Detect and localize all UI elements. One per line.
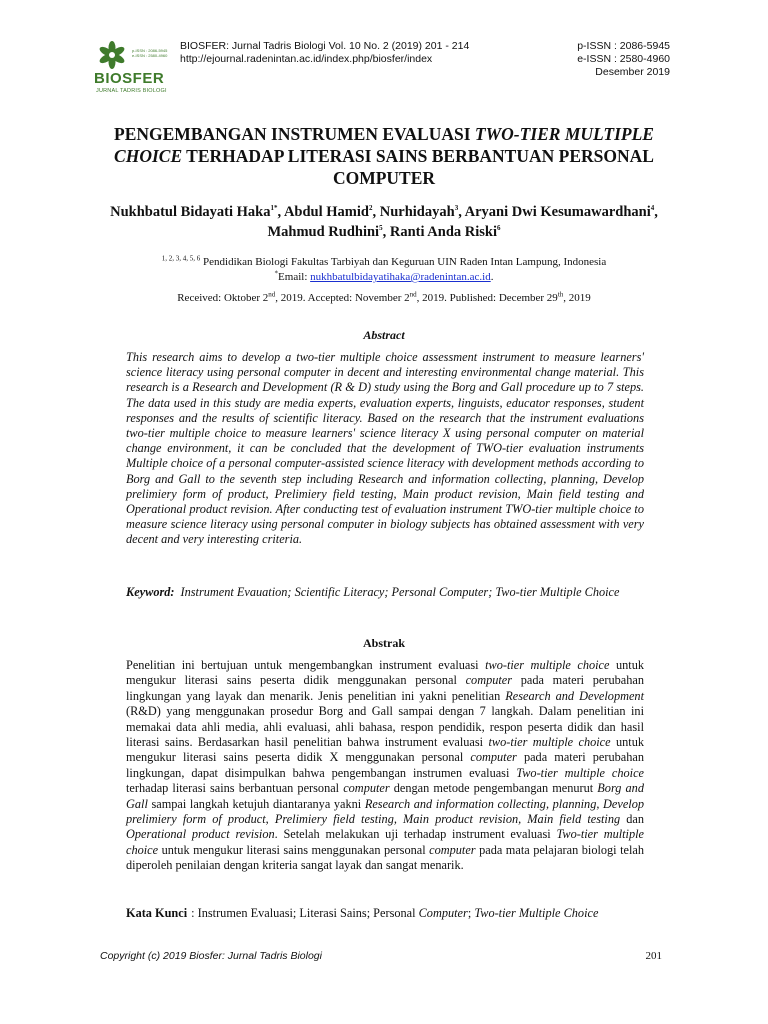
abstract-text: This research aims to develop a two-tier multiple choice assessment instrument to measure learners' science literacy using personal computer in decent and interesting environmental change material. This research is a Research and Development (R & D) study using the Borg and Gall procedure up to 7 steps. The data used in this study are media experts, evaluation experts, linguists, educator responses, student responses and the results of scientific literacy. Based on the research that the instrument evaluations two-tier multiple choice to measure learners' science literacy X using personal computer on material change environment, it can be concluded that the development of TWO-tier evaluation instruments Multiple choice of a personal computer-assisted science literacy with development methods according to Borg and Gall to the seventh step including Research and information collecting, planning, Develop prelimiery form of product, Prelimiery field testing, Main product revision, Main field testing and Operational product revision. After conducting test of evaluation instrument TWO-tier multiple choice to measure science literacy using personal computer in biology subjects has obtained assessment with very decent and very interesting criteria. — [126, 350, 644, 547]
abstrak-segment: untuk mengukur literasi sains menggunakan personal — [158, 842, 430, 857]
abstrak-segment: computer — [343, 781, 390, 796]
abstrak-segment: dan — [620, 812, 644, 827]
journal-line: BIOSFER: Jurnal Tadris Biologi Vol. 10 No. 2 (2019) 201 - 214 — [180, 40, 470, 52]
page-number: 201 — [645, 950, 662, 962]
author: Abdul Hamid$^2$, — [283, 204, 380, 220]
leaf-flower-icon — [92, 40, 136, 74]
affiliation: $^{1, 2, 3, 4, 5, 6}$ Pendidikan Biologi Fakultas Tarbiyah dan Keguruan UIN Raden Intan Lampung, Indonesia — [161, 254, 607, 268]
abstrak-segment: computer — [470, 750, 517, 765]
abstrak-heading: Abstrak — [362, 636, 405, 650]
abstrak-segment: untuk mengukur literasi sains peserta didik X menggunakan personal — [126, 735, 644, 765]
e-issn: e-ISSN : 2580-4960 — [577, 53, 670, 65]
header-issn-info — [577, 40, 670, 79]
footer-copyright: Copyright (c) 2019 Biosfer: Jurnal Tadris Biologi — [100, 950, 322, 962]
issue-date: Desember 2019 — [595, 66, 670, 78]
abstrak-segment: Research and information collecting, planning, Develop prelimiery form of product — [126, 796, 644, 827]
header-journal-info — [180, 40, 469, 66]
abstrak-segment: Operational product revision — [126, 827, 275, 842]
abstrak-segment: . Setelah melakukan uji terhadap instrument evaluasi — [274, 827, 557, 842]
abstrak-segment: Research and Development — [505, 688, 644, 703]
kata-kunci-label: Kata Kunci — [126, 906, 188, 920]
abstrak-segment: Two-tier multiple choice — [126, 827, 644, 857]
biosfer-logo — [90, 40, 180, 100]
logo-wordmark: BIOSFER — [94, 70, 165, 87]
abstrak-segment: untuk mengukur literasi sains peserta didik menggunakan personal — [126, 658, 644, 688]
abstrak-segment: (R&D) yang menggunakan prosedur Borg and Gall sampai dengan 7 langkah. Dalam penelitian ini memakai data ahli media, ahli evaluasi, ahli bahasa, respon pendidik, respon peserta didik dan hasil literasi sains. Berdasarkan hasil penelitian bahwa instrument evaluasi — [126, 704, 644, 750]
abstrak-segment: two-tier multiple choice — [488, 735, 611, 750]
abstrak-segment: sampai langkah ketujuh diantaranya yakni — [147, 796, 365, 811]
p-issn: p-ISSN : 2086-5945 — [577, 40, 670, 52]
abstrak-segment: pada materi perubahan lingkungan, dapat disimpulkan bahwa pengembangan instrumen evaluasi — [126, 750, 644, 780]
corresponding-email: *Email: nukhbatulbidayatihaka@radenintan.ac.id. — [274, 269, 494, 283]
keywords-value: Instrument Evauation; Scientific Literacy; Personal Computer; Two-tier Multiple Choice — [180, 585, 620, 599]
journal-url[interactable]: http://ejournal.radenintan.ac.id/index.php/biosfer/index — [180, 53, 433, 65]
abstrak-segment: computer — [465, 673, 513, 688]
kata-kunci-value: : Instrumen Evaluasi; Literasi Sains; Personal Computer; Two-tier Multiple Choice — [191, 906, 599, 920]
submission-dates: Received: Oktober 2nd, 2019. Accepted: November 2nd, 2019. Published: December 29th, 2019 — [177, 290, 591, 304]
abstrak-segment: terhadap literasi sains berbantuan personal — [126, 781, 344, 796]
abstrak-segment: two-tier multiple choice — [485, 658, 610, 672]
author: Nurhidayah$^3$, — [379, 204, 465, 220]
abstrak-segment: pada mata pelajaran biologi telah diperoleh penilaian dengan kriteria sangat layak dan sangat menarik. — [126, 842, 644, 873]
keywords-en — [126, 585, 644, 600]
author: Mahmud Rudhini$^5$, — [267, 224, 390, 240]
abstrak-segment: computer — [429, 842, 476, 857]
abstrak-segment: Two-tier multiple choice — [516, 765, 644, 780]
logo-subtitle: JURNAL TADRIS BIOLOGI — [96, 88, 167, 94]
email-link[interactable]: nukhbatulbidayatihaka@radenintan.ac.id — [310, 271, 491, 283]
keywords-id — [126, 906, 644, 921]
abstrak-segment: , — [265, 812, 275, 827]
abstrak-segment: Borg and Gall — [126, 781, 644, 811]
abstrak-text — [126, 658, 644, 874]
abstrak-segment: dengan metode pengembangan menurut — [389, 781, 598, 796]
author-list — [80, 202, 688, 242]
author: Aryani Dwi Kesumawardhani$^4$, — [464, 204, 658, 220]
abstract-heading: Abstract — [363, 328, 405, 342]
abstrak-segment: Penelitian ini bertujuan untuk mengembangkan instrument evaluasi — [126, 658, 486, 672]
keywords-label: Keyword: — [126, 585, 175, 599]
author: Nukhbatul Bidayati Haka$^{1*}$, — [110, 204, 284, 220]
logo-issn: p-ISSN : 2086-5945 e-ISSN : 2580-4960 — [132, 48, 168, 58]
author: Ranti Anda Riski$^6$ — [389, 224, 501, 240]
abstrak-segment: pada materi perubahan lingkungan yang layak dan menarik. Jenis penelitian ini yakni penelitian — [126, 673, 644, 703]
abstrak-segment: Prelimiery field testing, Main product revision, Main field testing — [274, 812, 621, 827]
paper-title: PENGEMBANGAN INSTRUMEN EVALUASI TWO-TIER MULTIPLE CHOICE TERHADAP LITERASI SAINS BERBANTUAN PERSONAL COMPUTER — [114, 124, 654, 188]
journal-header — [90, 40, 670, 110]
